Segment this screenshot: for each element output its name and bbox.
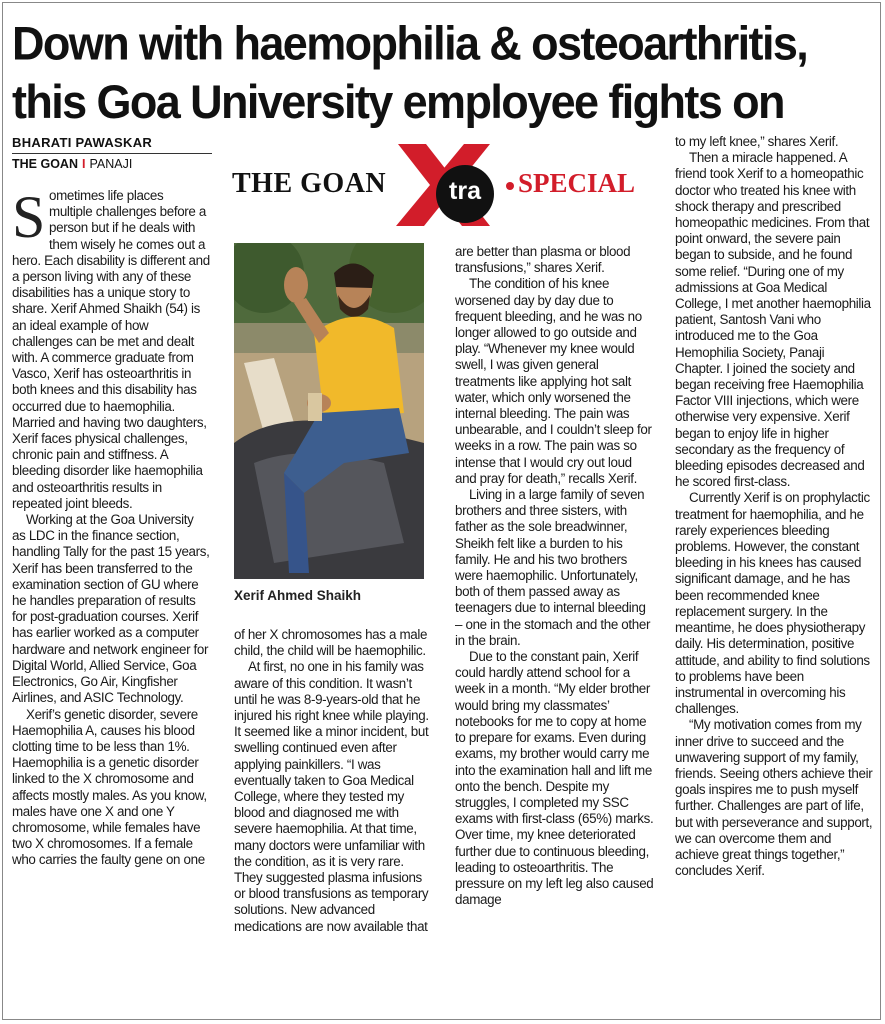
paragraph-7: The condition of his knee worsened day by day due to frequent bleeding, and he was no longer allowed to go outside and play. “Whenever my knee would swell, I was given general treatments like applying hot salt water, which only worsened the internal bleeding. The pain was unbearable, and I couldn’t sleep for weeks in a row. The pain was so intense that I would cry out loud and pray for death,” recalls Xerif. <box>455 276 652 486</box>
separator: I <box>81 157 86 171</box>
paragraph-10: to my left knee,” shares Xerif. <box>675 134 839 149</box>
drop-cap: S <box>12 184 46 250</box>
column-3 <box>455 244 655 908</box>
column-4 <box>675 134 873 879</box>
paragraph-1-text: ometimes life places multiple challenges before a person but if he deals with them wisely he comes out a hero. Each disability is different and a person living with any of these disabilities has a unique story to share. Xerif Ahmed Shaikh (54) is an ideal example of how challenges can be met and dealt with. A commerce graduate from Vasco, Xerif has osteoarthritis in both knees and this disability has occurred due to haemophilia. Married and having two daughters, Xerif faces physical challenges, chronic pain and stiffness. A bleeding disorder like haemophilia and osteoarthritis results in repeated joint bleeds. <box>12 188 210 511</box>
paragraph-4: of her X chromosomes has a male child, the child will be haemophilic. <box>234 627 428 659</box>
paragraph-9: Due to the constant pain, Xerif could hardly attend school for a week in a month. “My elder brother would bring my classmates’ notebooks for me to copy at home to prepare for exams. Even during exams, my brother would carry me into the examination hall and lift me onto the bench. Despite my struggles, I completed my SSC exams with first-class (65%) marks. Over time, my knee deteriorated further due to continuous bleeding, leading to osteoarthritis. The pressure on my left leg also caused damage <box>455 649 654 908</box>
x-logo-letter: X <box>394 142 395 143</box>
banner-tra: tra <box>449 177 481 205</box>
headline-line-2: this Goa University employee fights on <box>12 74 784 129</box>
dateline-location: PANAJI <box>89 157 133 171</box>
paragraph-1 <box>12 184 210 512</box>
goan-xtra-special-banner <box>230 138 650 228</box>
paragraph-12: Currently Xerif is on prophylactic treatment for haemophilia, and he rarely experiences bleeding problems. However, the constant bleeding in his knees has caused significant damage, and he has been recommended knee replacement surgery. In the meantime, he does physiotherapy daily. His determination, positive attitude, and ability to find solutions to problems have been instrumental in overcoming his challenges. <box>675 490 870 717</box>
paragraph-2: Working at the Goa University as LDC in the finance section, handling Tally for the past 15 years, Xerif has been transferred to the examination section of GU where he handles preparation of results for post-graduation courses. Xerif has earlier worked as a computer hardware and network engineer for Digital World, Allied Service, Goa Electronics, Go Air, Kingfisher Airlines, and ASIC Technology. <box>12 512 210 706</box>
portrait-image <box>234 243 424 579</box>
banner-special: SPECIAL <box>518 168 636 198</box>
column-1 <box>12 184 210 869</box>
tra-badge <box>436 165 494 223</box>
publication-name: THE GOAN <box>12 157 78 171</box>
author-name: BHARATI PAWASKAR <box>12 135 212 154</box>
headline-line-1: Down with haemophilia & osteoarthritis, <box>12 16 808 71</box>
paragraph-8: Living in a large family of seven brothers and three sisters, with father as the sole breadwinner, Sheikh felt like a burden to his family. He and his two brothers were haemophilic. Unfortunately, both of them passed away as teenagers due to internal bleeding – one in the stomach and the other in the brain. <box>455 487 651 648</box>
source-line <box>12 157 212 171</box>
paragraph-3: Xerif’s genetic disorder, severe Haemophilia A, causes his blood clotting time to be less than 1%. Haemophilia is a genetic disorder linked to the X chromosome and affects mostly males. As you know, males have one X and one Y chromosome, while females have two X chromosomes. If a female who carries the faulty gene on one <box>12 706 207 868</box>
paragraph-13: “My motivation comes from my inner drive to succeed and the unwavering support of my family, friends. Seeing others achieve their goals inspires me to push myself further. Challenges are part of life, but with perseverance and support, we can overcome them and achieve great things together,” concludes Xerif. <box>675 717 873 879</box>
banner-dot <box>506 182 514 190</box>
paragraph-5: At first, no one in his family was aware of this condition. It wasn’t until he was 8-9-years-old that he injured his right knee while playing. It seemed like a minor incident, but swelling continued even after applying painkillers. “I was eventually taken to Goa Medical College, where they tested my blood and diagnosed me with severe haemophilia. At that time, many doctors were unfamiliar with the condition, as it is very rare. They suggested plasma infusions or blood transfusions as temporary solutions. New advanced medications are now available that <box>234 659 429 934</box>
paragraph-11: Then a miracle happened. A friend took Xerif to a homeopathic doctor who treated his knee with shock therapy and prescribed homeopathic medicines. From that point onward, the severe pain began to subside, and he found some relief. “During one of my admissions at Goa Medical College, I met another haemophilia patient, Santosh Vani who introduced me to the Goa Hemophilia Society, Panaji Chapter. I joined the society and began receiving free Haemophilia Factor VIII injections, which were otherwise very expensive. Xerif began to enjoy life in higher secondary as the frequency of bleeding episodes decreased and he scored first-class. <box>675 150 871 490</box>
banner-the-goan: THE GOAN <box>232 168 387 199</box>
portrait-photo <box>234 243 424 579</box>
column-2 <box>234 627 432 935</box>
photo-caption: Xerif Ahmed Shaikh <box>234 588 362 603</box>
byline <box>12 135 212 171</box>
headline <box>12 14 877 131</box>
paragraph-6: are better than plasma or blood transfusions,” shares Xerif. <box>455 244 631 276</box>
